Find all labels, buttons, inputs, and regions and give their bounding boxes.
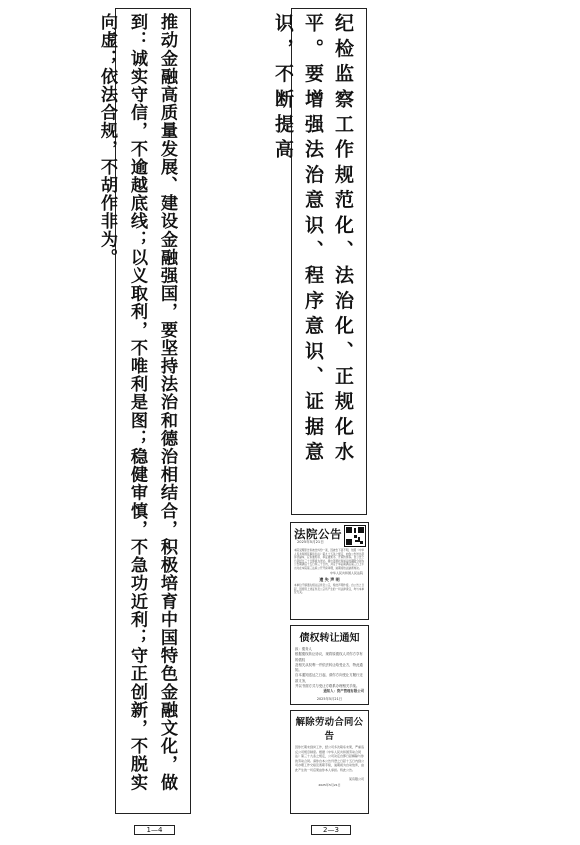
court-name: 中华人民共和国人民法院 (329, 571, 363, 575)
court-notice-date: 2025年5月21日 (297, 540, 324, 544)
left-vertical-banner (97, 8, 191, 814)
debt-notice-line: 及相关从权利一并依法转让给受让方，特此通知。 (295, 662, 363, 673)
debt-notice-line: 根据债权转让协议，现将原债权人对你方享有的债权 (295, 652, 363, 662)
labor-notice-title: 解除劳动合同公告 (295, 717, 364, 742)
labor-notice-date: 2025年5月21日 (318, 782, 341, 787)
court-notice (290, 522, 369, 620)
debt-notice-date: 2025年5月21日 (316, 696, 343, 701)
debt-notice-signatory: 通知人：资产管理有限公司 (323, 689, 364, 694)
right-banner-text: 纪检监察工作规范化、法治化、正规化水平。要增强法治意识、程序意识、证据意识，不断提高 (272, 13, 354, 467)
debt-notice-title: 债权转让通知 (299, 633, 360, 644)
labor-notice-org: 某有限公司 (348, 776, 364, 781)
court-notice-body-2: 本单位不慎遗失相关证件及公章，特此声明作废。自公告之日起，因使用上述证件及公章所产生的一切法律责任，均与本单位无关。 (294, 584, 365, 594)
left-banner-text: 推动金融高质量发展、建设金融强国，要坚持法治和德治相结合，积极培育中国特色金融文化，做到：诚实守信，不逾越底线；以义取利，不唯利是图；稳健审慎，不急功近利；守正创新，不脱实向虚；依法合规，不胡作非为。 (97, 13, 177, 792)
debt-transfer-notice (290, 625, 369, 705)
qr-code-icon (344, 525, 366, 547)
court-notice-body: 本院受理原告诉被告纠纷一案，因被告下落不明，依照《中华人民共和国民事诉讼法》第九十五条之规定，向你公告送达起诉状副本、应诉通知书、举证通知书、开庭传票等。自公告之日起经过三十日即视为送达。提出答辩状和举证的期限分别为公告期满后十五日和三十日内，并定于举证期满后第三日上午九时在本院第三法庭公开开庭审理，逾期将依法缺席判决。 (294, 549, 365, 570)
debt-notice-line: 致：债务人 (295, 647, 312, 651)
court-notice-subtitle: 遗 失 声 明 (319, 577, 340, 582)
labor-contract-termination-notice (290, 710, 369, 814)
court-notice-title: 法院公告 (294, 527, 342, 541)
debt-notice-line: 并以书面方式与受让方联系办理相关手续。 (295, 684, 360, 689)
page-number-left: 1—4 (134, 825, 175, 835)
right-vertical-banner (272, 8, 367, 515)
page-number-right: 2—3 (311, 825, 351, 835)
labor-notice-body: 因你长期未到岗工作，经公司多次联系未果，严重违反公司规章制度。根据《中华人民共和国劳动合同法》第三十九条之规定，公司决定自即日起解除与你的劳动合同。请你自本公告刊登之日起十五日内到公司办理工作交接及离职手续，逾期视为自动放弃，由此产生的一切后果由你本人承担。特此公告。 (295, 745, 365, 772)
debt-notice-line: 自本通知送达之日起，请你方向受让方履行还款义务， (295, 673, 363, 683)
